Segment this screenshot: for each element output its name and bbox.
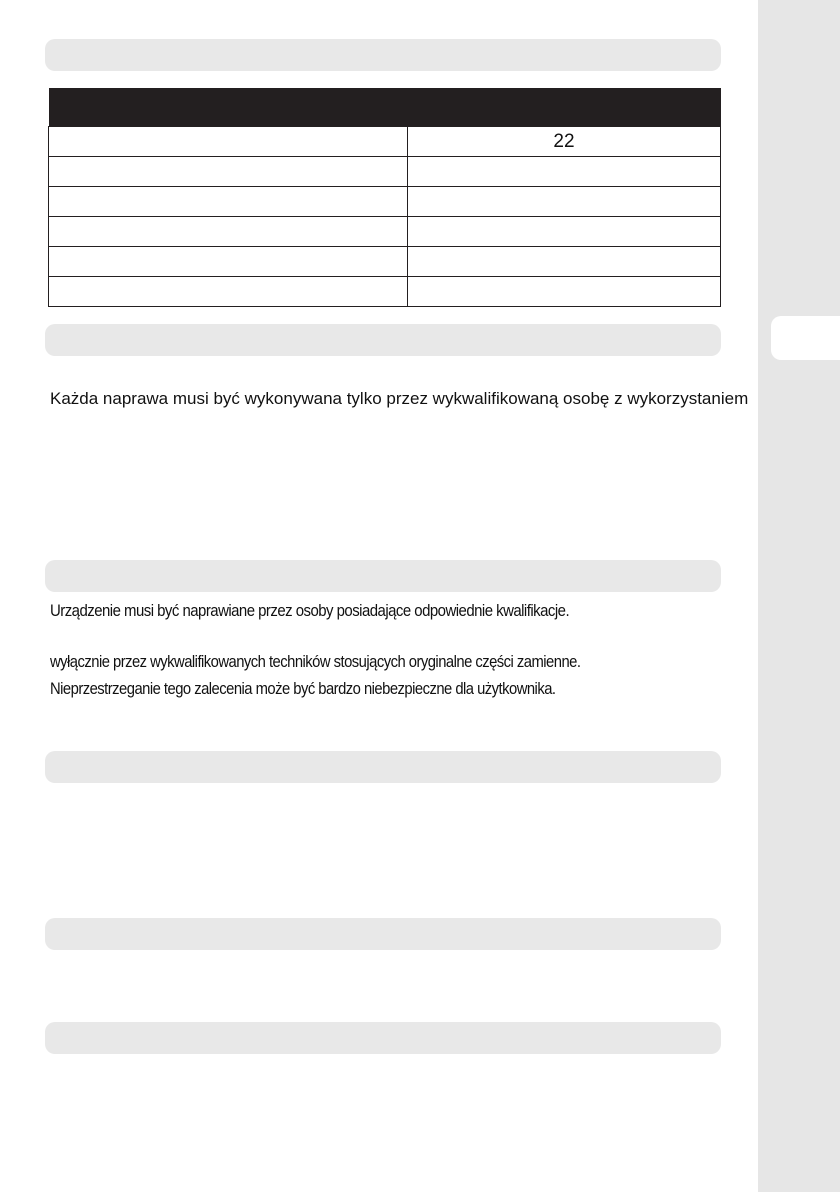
warning-line-3: Nieprzestrzeganie tego zalecenia może być bardzo niebezpieczne dla użytkownika. [50,679,556,698]
table-row [49,127,721,157]
table-row [49,217,721,247]
table-cell [49,217,408,247]
table-row [49,187,721,217]
section-header-bar-2 [45,324,721,356]
table-cell [49,187,408,217]
table-row [49,157,721,187]
side-tab [771,316,840,360]
table-cell [408,157,721,187]
table-cell [408,187,721,217]
table-row [49,277,721,307]
table-cell: 22 [408,127,721,157]
side-strip [758,0,840,1192]
table-cell [49,277,408,307]
spec-table [48,88,721,307]
section-header-bar-6 [45,1022,721,1054]
table-cell [49,157,408,187]
table-cell [408,217,721,247]
repair-paragraph: Każda naprawa musi być wykonywana tylko przez wykwalifikowaną osobę z wykorzystaniem [50,389,749,408]
table-row [49,247,721,277]
warning-line-2: wyłącznie przez wykwalifikowanych techników stosujących oryginalne części zamienne. [50,652,581,671]
spec-table-header [49,88,721,127]
table-cell [408,277,721,307]
warning-line-1: Urządzenie musi być naprawiane przez osoby posiadające odpowiednie kwalifikacje. [50,601,570,620]
table-cell [49,127,408,157]
table-cell [49,247,408,277]
section-header-bar-5 [45,918,721,950]
table-cell [408,247,721,277]
section-header-bar-1 [45,39,721,71]
spec-table-header-cell [49,88,721,127]
section-header-bar-3 [45,560,721,592]
section-header-bar-4 [45,751,721,783]
